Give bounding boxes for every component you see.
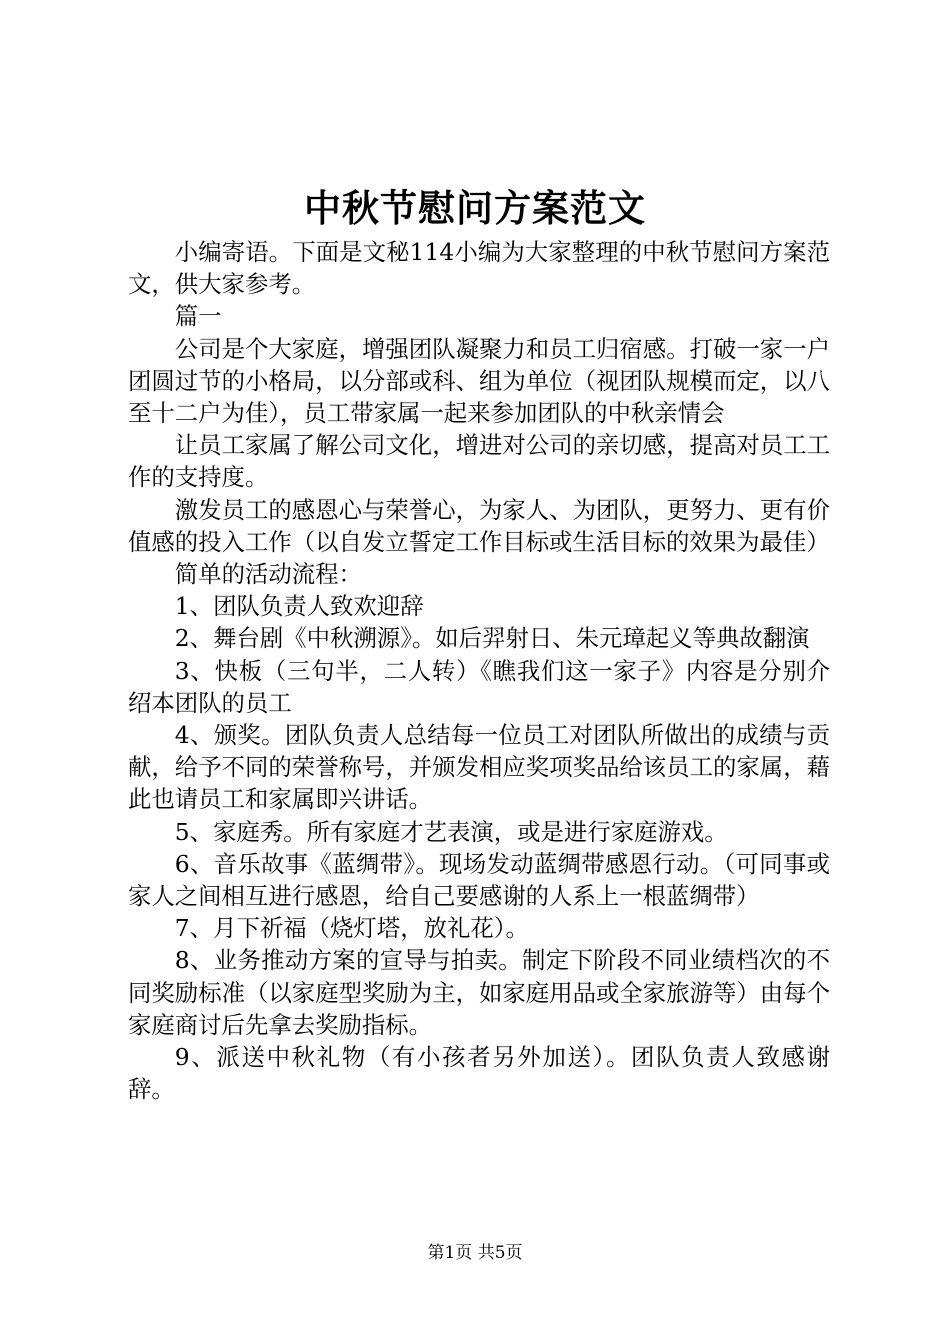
list-item-8: 8、业务推动方案的宣导与拍卖。制定下阶段不同业绩档次的不同奖励标准（以家庭型奖励为主，如家庭用品或全家旅游等）由每个家庭商讨后先拿去奖励指标。 — [128, 946, 830, 1039]
list-item-7: 7、月下祈福（烧灯塔，放礼花）。 — [174, 914, 529, 943]
document-title: 中秋节慰问方案范文 — [304, 186, 646, 230]
document-body — [128, 236, 830, 1105]
list-item-3: 3、快板（三句半，二人转）《瞧我们这一家子》内容是分别介绍本团队的员工 — [128, 656, 830, 717]
list-item-5: 5、家庭秀。所有家庭才艺表演，或是进行家庭游戏。 — [174, 817, 728, 846]
list-item-2: 2、舞台剧《中秋溯源》。如后羿射日、朱元璋起义等典故翻演 — [174, 624, 810, 653]
paragraph-family-understanding: 让员工家属了解公司文化，增进对公司的亲切感，提高对员工工作的支持度。 — [128, 431, 830, 492]
paragraph-intro: 小编寄语。下面是文秘114小编为大家整理的中秋节慰问方案范文，供大家参考。 — [128, 238, 830, 299]
paragraph-process-heading: 简单的活动流程： — [174, 560, 362, 589]
page-footer: 第1页 共5页 — [427, 1243, 523, 1263]
paragraph-gratitude: 激发员工的感恩心与荣誉心，为家人、为团队，更努力、更有价值感的投入工作（以自发立誓定工作目标或生活目标的效果为最佳） — [128, 495, 830, 556]
list-item-1: 1、团队负责人致欢迎辞 — [174, 592, 424, 621]
list-item-6: 6、音乐故事《蓝绸带》。现场发动蓝绸带感恩行动。（可同事或家人之间相互进行感恩，给自己要感谢的人系上一根蓝绸带） — [128, 849, 830, 911]
paragraph-section-heading: 篇一 — [174, 302, 222, 331]
paragraph-company-family: 公司是个大家庭，增强团队凝聚力和员工归宿感。打破一家一户团圆过节的小格局，以分部或科、组为单位（视团队规模而定，以八至十二户为佳），员工带家属一起来参加团队的中秋亲情会 — [128, 334, 830, 428]
list-item-9: 9、派送中秋礼物（有小孩者另外加送）。团队负责人致感谢辞。 — [128, 1043, 830, 1104]
list-item-4: 4、颁奖。团队负责人总结每一位员工对团队所做出的成绩与贡献，给予不同的荣誉称号，并颁发相应奖项奖品给该员工的家属，藉此也请员工和家属即兴讲话。 — [128, 721, 830, 814]
